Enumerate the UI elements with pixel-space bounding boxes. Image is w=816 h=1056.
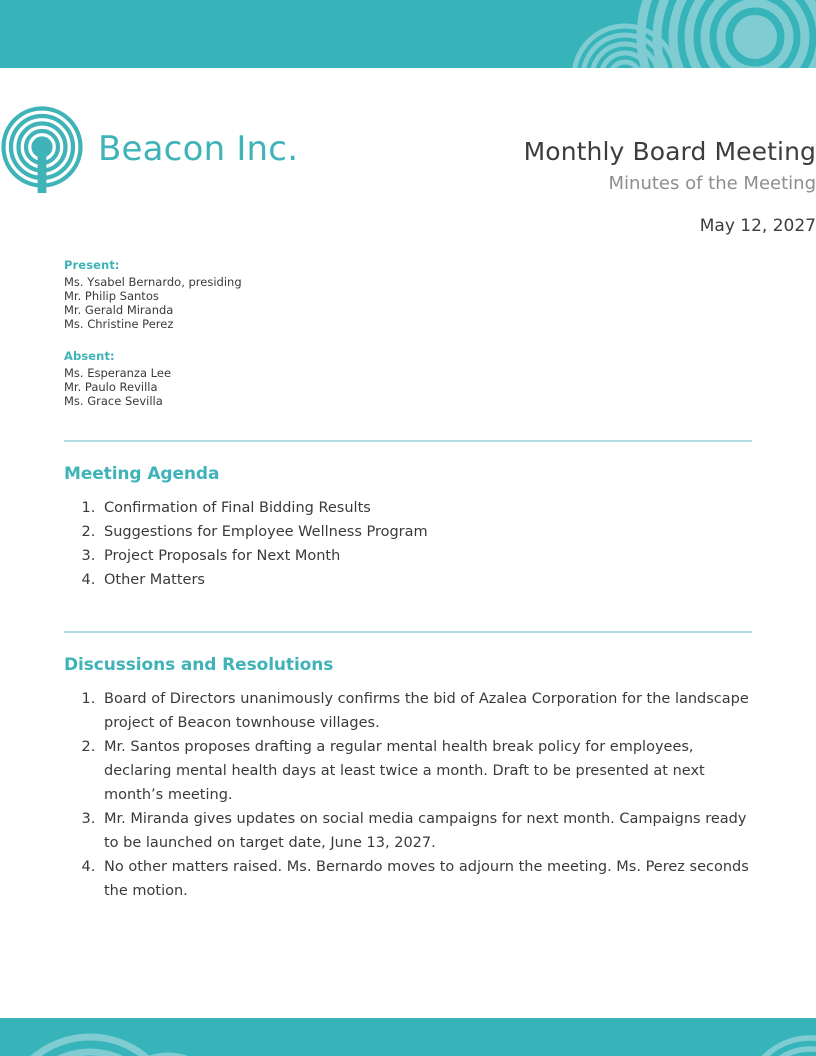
brand-lockup bbox=[0, 105, 298, 193]
page-title: Monthly Board Meeting bbox=[523, 137, 816, 166]
discussions-heading: Discussions and Resolutions bbox=[64, 655, 334, 675]
list-item: Mr. Paulo Revilla bbox=[64, 380, 158, 394]
list-item: 2. Mr. Santos proposes drafting a regular mental health break policy for employees, declaring mental health days at least twice a month. Draft to be presented at next month’s meeting. bbox=[100, 735, 752, 807]
footer-decorative-bar bbox=[0, 1018, 816, 1056]
list-item: 3. Project Proposals for Next Month bbox=[100, 544, 752, 568]
list-item: Ms. Grace Sevilla bbox=[64, 394, 163, 408]
absent-label: Absent: bbox=[64, 349, 115, 363]
present-label: Present: bbox=[64, 258, 120, 272]
present-list bbox=[64, 275, 464, 331]
footer-rings-left-small-icon bbox=[108, 1052, 228, 1056]
title-block bbox=[524, 138, 816, 237]
list-item: 3. Mr. Miranda gives updates on social media campaigns for next month. Campaigns ready to be launched on target date, June 13, 2027. bbox=[100, 807, 752, 855]
list-item: 1. Confirmation of Final Bidding Results bbox=[100, 496, 752, 520]
brand-name: Beacon Inc. bbox=[98, 129, 299, 169]
section-divider bbox=[64, 440, 752, 442]
discussions-list bbox=[64, 687, 752, 903]
list-item: Ms. Christine Perez bbox=[64, 317, 174, 331]
list-item: 1. Board of Directors unanimously confirms the bid of Azalea Corporation for the landscape project of Beacon townhouse villages. bbox=[100, 687, 752, 735]
beacon-signal-icon bbox=[0, 105, 84, 193]
footer-rings-right-icon bbox=[740, 1032, 816, 1056]
agenda-heading: Meeting Agenda bbox=[64, 464, 220, 484]
absent-list bbox=[64, 366, 464, 408]
list-item: 2. Suggestions for Employee Wellness Program bbox=[100, 520, 752, 544]
list-item: 4. No other matters raised. Ms. Bernardo moves to adjourn the meeting. Ms. Perez seconds the motion. bbox=[100, 855, 752, 903]
meeting-date: May 12, 2027 bbox=[699, 216, 816, 237]
page-subtitle: Minutes of the Meeting bbox=[608, 172, 816, 194]
footer-rings-left-large-icon bbox=[0, 1024, 190, 1056]
agenda-list bbox=[64, 496, 752, 592]
agenda-section bbox=[64, 464, 752, 592]
list-item: Ms. Esperanza Lee bbox=[64, 366, 172, 380]
list-item: 4. Other Matters bbox=[100, 568, 752, 592]
list-item: Mr. Philip Santos bbox=[64, 289, 159, 303]
list-item: Mr. Gerald Miranda bbox=[64, 303, 174, 317]
discussions-section bbox=[64, 655, 752, 903]
list-item: Ms. Ysabel Bernardo, presiding bbox=[64, 275, 242, 289]
section-divider bbox=[64, 631, 752, 633]
attendance-block bbox=[64, 258, 464, 426]
